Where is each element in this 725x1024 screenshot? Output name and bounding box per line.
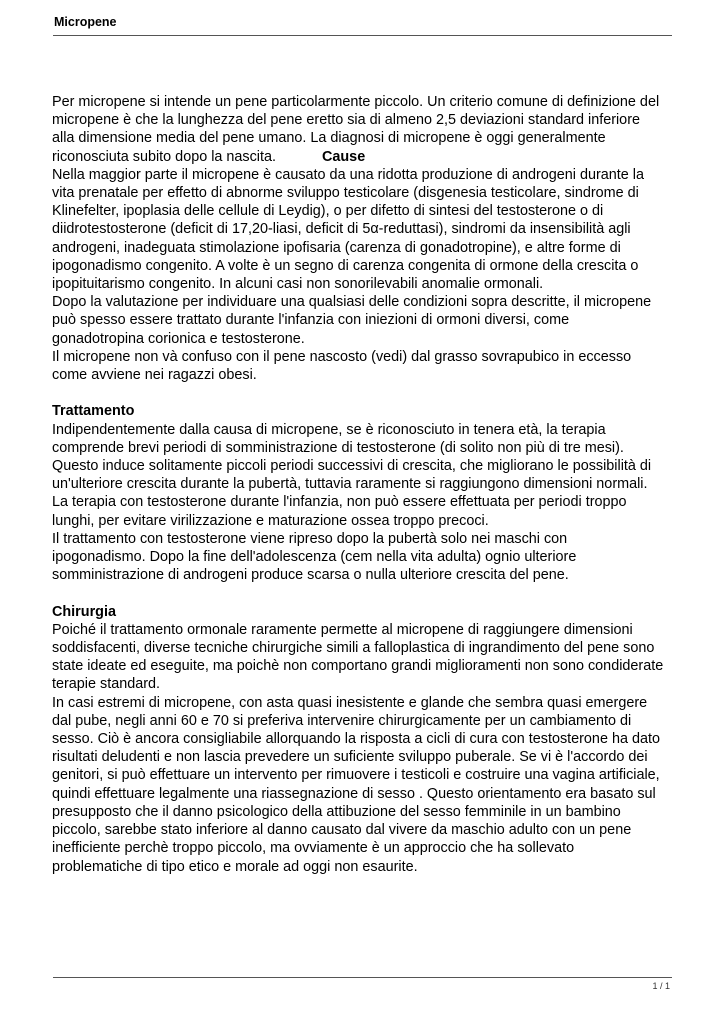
trattamento-line: ipogonadismo. Dopo la fine dell'adolescenza (cem nella vita adulta) ognio ulteriore xyxy=(52,549,577,566)
cause-line: Dopo la valutazione per individuare una qualsiasi delle condizioni sopra descritte, il micropene xyxy=(52,294,652,311)
footer-divider xyxy=(53,977,672,978)
trattamento-line: Indipendentemente dalla causa di micropene, se è riconosciuto in tenera età, la terapia xyxy=(52,421,606,438)
trattamento-line: La terapia con testosterone durante l'infanzia, non può essere effettuata per periodi troppo xyxy=(52,494,627,511)
intro-line-with-heading xyxy=(52,148,674,166)
chirurgia-line: risultati deludenti e non lascia prevedere un suficiente sviluppo puberale. Se vi è l'accordo dei xyxy=(52,749,648,766)
chirurgia-line: piccolo, sarebbe stato inferiore al danno causato dal vivere da maschio adulto con un pene xyxy=(52,822,632,839)
cause-line: come avviene nei ragazzi obesi. xyxy=(52,367,257,384)
trattamento-line: comprende brevi periodi di somministrazione di testosterone (di solito non più di tre mesi). xyxy=(52,439,624,456)
chirurgia-heading: Chirurgia xyxy=(52,603,116,620)
chirurgia-line: problematiche di tipo etico e morale ad oggi non esaurite. xyxy=(52,858,418,875)
trattamento-line: Il trattamento con testosterone viene ripreso dopo la pubertà solo nei maschi con xyxy=(52,530,568,547)
trattamento-line: Questo induce solitamente piccoli periodi successivi di crescita, che migliorano le possibilità di xyxy=(52,458,652,475)
trattamento-line: un'ulteriore crescita durante la pubertà, tuttavia raramente si raggiungono dimensioni normali. xyxy=(52,476,648,493)
chirurgia-line: state ideate ed eseguite, ma poichè non comportano grandi miglioramenti non sono condiderate xyxy=(52,658,664,675)
chirurgia-line: Poiché il trattamento ormonale raramente permette al micropene di raggiungere dimensioni xyxy=(52,621,633,638)
cause-line: vita prenatale per effetto di abnorme sviluppo testicolare (disgenesia testicolare, sindrome di xyxy=(52,185,639,202)
cause-line: Nella maggior parte il micropene è causato da una ridotta produzione di androgeni durante la xyxy=(52,166,644,183)
cause-line: diidrotestosterone (deficit di 17,20-liasi, deficit di 5α-reduttasi), sindromi da insensibilità agli xyxy=(52,221,631,238)
cause-line: ipopituitarismo congenito. In alcuni casi non sonorilevabili anomalie ormonali. xyxy=(52,276,544,293)
article-body xyxy=(52,93,674,876)
page-header-title: Micropene xyxy=(54,15,117,29)
intro-line: alla dimensione media del pene umano. La diagnosi di micropene è oggi generalmente xyxy=(52,130,606,147)
header-divider xyxy=(53,35,672,36)
cause-line: ipogonadismo congenito. A volte è un segno di carenza congenita di ormone della crescita o xyxy=(52,257,639,274)
chirurgia-line: terapie standard. xyxy=(52,676,161,693)
trattamento-line: lunghi, per evitare virilizzazione e maturazione ossea troppo precoci. xyxy=(52,512,489,529)
cause-line: androgeni, inadeguata stimolazione ipofisaria (carenza di gonadotropine), e altre forme di xyxy=(52,239,621,256)
chirurgia-line: soddisfacenti, diverse tecniche chirurgiche simili a falloplastica di ingrandimento del pene sono xyxy=(52,640,655,657)
cause-line: gonadotropina corionica e testosterone. xyxy=(52,330,305,347)
chirurgia-line: dal pube, negli anni 60 e 70 si preferiva intervenire chirurgicamente per un cambiamento di xyxy=(52,712,632,729)
cause-heading: Cause xyxy=(322,148,366,165)
chirurgia-line: inefficiente perchè troppo piccolo, ma ovviamente è un approccio che ha sollevato xyxy=(52,840,575,857)
chirurgia-line: genitori, si può effettuare un intervento per rimuovere i testicoli e costruire una vagina artificiale, xyxy=(52,767,660,784)
chirurgia-line: sesso. Ciò è ancora consigliabile allorquando la risposta a cicli di cura con testosterone ha dato xyxy=(52,731,660,748)
cause-line: può spesso essere trattato durante l'infanzia con iniezioni di ormoni diversi, come xyxy=(52,312,570,329)
intro-line: Per micropene si intende un pene particolarmente piccolo. Un criterio comune di definizione del xyxy=(52,94,660,110)
chirurgia-line: presupposto che il danno psicologico della attibuzione del sesso femminile in un bambino xyxy=(52,803,621,820)
intro-line: riconosciuta subito dopo la nascita. xyxy=(52,148,276,165)
intro-line: micropene è che la lunghezza del pene eretto sia di almeno 2,5 deviazioni standard inferiore xyxy=(52,112,640,129)
chirurgia-line: In casi estremi di micropene, con asta quasi inesistente e glande che sembra quasi emergere xyxy=(52,694,648,711)
cause-line: Klinefelter, ipoplasia delle cellule di Leydig), o per difetto di sintesi del testosterone o di xyxy=(52,203,604,220)
chirurgia-line: quindi effettuare legalmente una riassegnazione di sesso . Questo orientamento era basato sul xyxy=(52,785,656,802)
page-number: 1 / 1 xyxy=(652,981,670,991)
trattamento-line: somministrazione di androgeni produce scarsa o nulla ulteriore crescita del pene. xyxy=(52,567,569,584)
trattamento-heading: Trattamento xyxy=(52,403,135,420)
cause-line: Il micropene non và confuso con il pene nascosto (vedi) dal grasso sovrapubico in eccesso xyxy=(52,348,632,365)
